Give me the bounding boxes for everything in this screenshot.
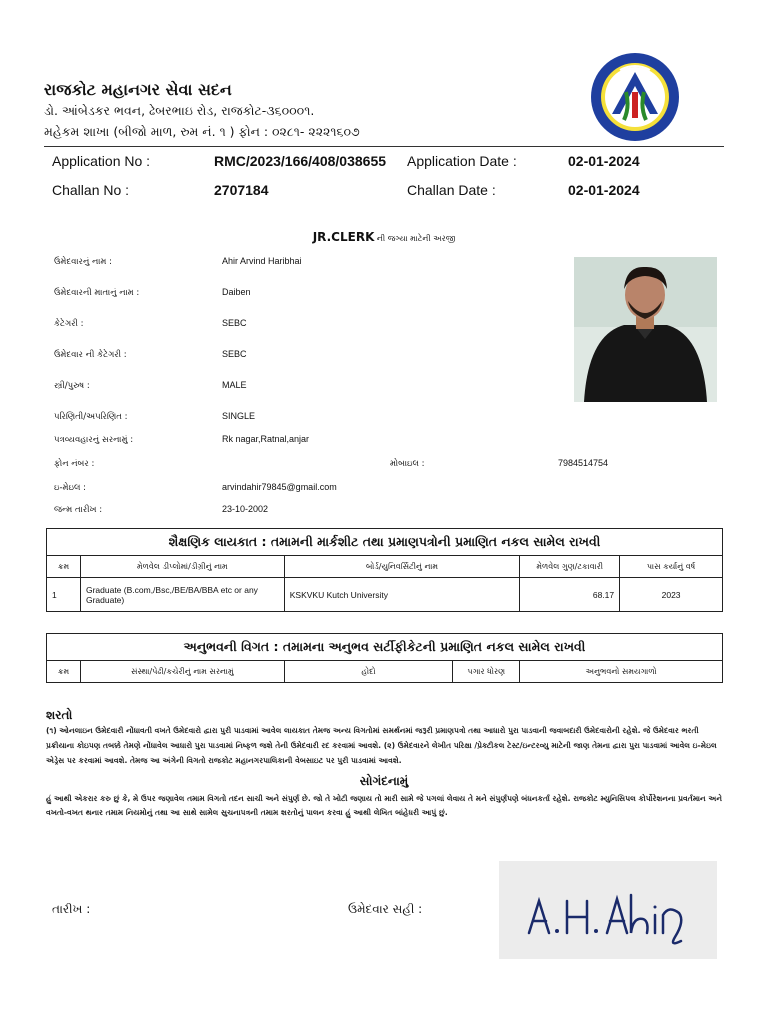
oath-text: હું આથી એકરાર કરુ છું કે, મે ઉપર જણાવેલ તમામ વિગતો તદન સાચી અને સંપુર્ણ છે. જો તે ખોટી જણાય તો મારી સામે જે પગલાં લેવાય તે મને સંપુર્ણપણે બંધનકર્તા રહેશે. રાજકોટ મ્યુનિસિપલ કોર્પોરેશનના પ્રવર્તમાન અને વખતો-વખત થનાર તમામ નિયમોનું તથા આ સાથે સામેલ સુચનાપત્રની તમામ શરતોનું પાલન કરવા હું આથી લેખિત બાંહેધરી આપું છું. (46, 794, 723, 817)
edu-col-board: બોર્ડ/યુનિવર્સિટીનું નામ (284, 556, 520, 578)
exp-col-pay: પગાર ધોરણ (453, 661, 520, 683)
mobile-value: 7984514754 (558, 458, 609, 468)
app-no-label: Application No : (52, 153, 151, 169)
post-title (0, 230, 768, 244)
edu-col-degree: મેળવેલ ડીપ્લોમાં/ડીગ્રીનું નામ (80, 556, 284, 578)
edu-marks: 68.17 (520, 578, 620, 612)
phone-label: ફોન નંબર : (54, 459, 95, 469)
challan-date-value: 02-01-2024 (568, 182, 640, 198)
edu-year: 2023 (620, 578, 723, 612)
exp-col-designation: હોદો (284, 661, 453, 683)
signature-label: ઉમેદવાર સહી : (348, 902, 423, 916)
experience-heading: અનુભવની વિગત : તમામના અનુભવ સર્ટીફીકેટની પ્રમાણિત નકલ સામેલ રાખવી (47, 634, 723, 661)
post-name: JR.CLERK (312, 230, 375, 244)
edu-col-serial: ક્રમ (47, 556, 81, 578)
edu-col-marks: મેળવેલ ગુણ/ટકાવારી (520, 556, 620, 578)
header-divider (44, 146, 724, 147)
candidate-signature (499, 861, 717, 959)
challan-date-label: Challan Date : (407, 182, 496, 198)
mobile-label: મોબાઇલ : (390, 459, 425, 469)
date-label: તારીખ : (52, 902, 91, 916)
marital-label: પરિણિતી/અપરિણિત : (54, 412, 128, 422)
experience-table (46, 633, 723, 683)
org-name: રાજકોટ મહાનગર સેવા સદન (44, 80, 232, 99)
exp-col-duration: અનુભવનો સમયગાળો (520, 661, 723, 683)
org-contact: મહેકમ શાખા (બીજો માળ, રુમ નં. ૧ ) ફોન : ૦૨૮૧- ૨૨૨૧૬૦૭ (44, 124, 360, 139)
email-value: arvindahir79845@gmail.com (222, 482, 337, 492)
dob-label: જન્મ તારીખ : (54, 505, 103, 515)
category-label: કેટેગરી : (54, 319, 84, 329)
app-date-value: 02-01-2024 (568, 153, 640, 169)
challan-no-label: Challan No : (52, 182, 130, 198)
email-label: ઇ-મેઇલ : (54, 483, 86, 493)
edu-serial: 1 (47, 578, 81, 612)
post-subtitle: ની જગ્યા માટેની અરજી (374, 234, 456, 243)
mother-value: Daiben (222, 287, 251, 297)
terms-text: (૧) ઓનલાઇન ઉમેદવારી નોંધાવતી વખતે ઉમેદવારો દ્વારા પુરી પાડવામાં આવેલ લાયકાત તેમજ અન્ય વિગતોમાં સમર્થનમાં જરૂરી પ્રમાણપત્રો તથા આધારો પુરા પાડવાની જવાબદારી ઉમેદવારોની રહેશે. જે ઉમેદવાર ભરતી પ્રક્રીયાના કોઇપણ તબક્કે તેમણે નોંધાવેલ આધારો પુરા પાડવામાં નિષ્ફળ જશે તેની ઉમેદવારી રદ કરવામાં આવશે. (૨) ઉમેદવારને લેખીત પરિક્ષા /પ્રેક્ટીકલ ટેસ્ટ/ઇન્ટરવ્યુ માટેની જાણ તેમના દ્વારા પુરા પાડવામાં આવેલ ઇ-મેઇલ એડ્રેસ પર કરવામાં આવશે. તેમજ આ અંગેની વિગતો રાજકોટ મહાનગરપાલિકાની વેબસાઇટ પર પુરી પાડવામાં આવશે. (46, 726, 717, 765)
name-value: Ahir Arvind Haribhai (222, 256, 302, 266)
oath-heading: સોગંદનામું (359, 774, 409, 788)
dob-value: 23-10-2002 (222, 504, 269, 514)
cand-category-label: ઉમેદવાર ની કેટેગરી : (54, 350, 127, 360)
category-value: SEBC (222, 318, 247, 328)
exp-col-org: સંસ્થા/પેઢી/કચેરીનું નામ સરનામું (80, 661, 284, 683)
rmc-logo (590, 52, 680, 142)
challan-no-value: 2707184 (214, 182, 269, 198)
candidate-photo (574, 257, 717, 402)
cand-category-value: SEBC (222, 349, 247, 359)
mother-label: ઉમેદવારની માતાનું નામ : (54, 288, 140, 298)
app-no-value: RMC/2023/166/408/038655 (214, 153, 387, 169)
edu-board: KSKVKU Kutch University (284, 578, 520, 612)
app-date-label: Application Date : (407, 153, 517, 169)
edu-degree: Graduate (B.com,/Bsc,/BE/BA/BBA etc or any Graduate) (80, 578, 284, 612)
edu-col-year: પાસ કર્યાનું વર્ષ (620, 556, 723, 578)
education-table (46, 528, 723, 612)
address-label: પત્રવ્યવહારનું સરનામું : (54, 435, 134, 445)
marital-value: SINGLE (222, 411, 256, 421)
education-heading: શૈક્ષણિક લાયકાત : તમામની માર્કશીટ તથા પ્રમાણપત્રોની પ્રમાણિત નકલ સામેલ રાખવી (47, 529, 723, 556)
exp-col-serial: ક્રમ (47, 661, 81, 683)
gender-label: સ્ત્રી/પુરુષ : (54, 381, 90, 391)
terms-heading: શરતો (46, 708, 73, 722)
gender-value: MALE (222, 380, 247, 390)
table-row (47, 578, 723, 612)
org-address: ડો. આંબેડકર ભવન, ઢેબરભાઇ રોડ, રાજકોટ-૩૬૦૦૦૧. (44, 103, 315, 118)
address-value: Rk nagar,Ratnal,anjar (222, 434, 310, 444)
name-label: ઉમેદવારનું નામ : (54, 257, 112, 267)
